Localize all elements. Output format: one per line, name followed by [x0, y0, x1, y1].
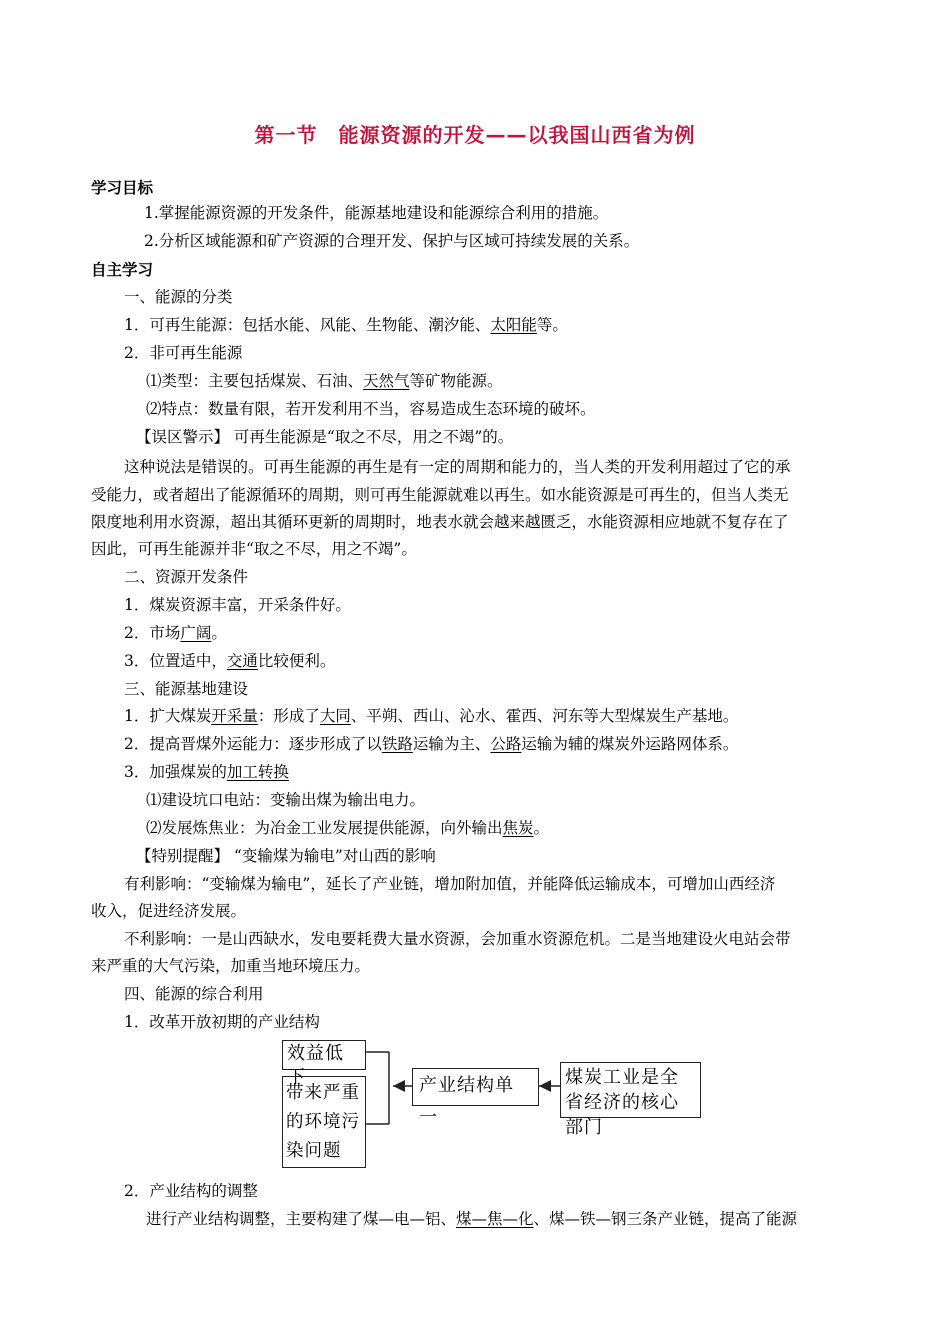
page-title: 第一节 能源资源的开发——以我国山西省为例	[254, 123, 696, 147]
text: 2．提高晋煤外运能力：逐步形成了以	[124, 735, 382, 753]
objective-1: 1.掌握能源资源的开发条件，能源基地建设和能源综合利用的措施。	[144, 204, 609, 222]
part1-heading: 一、能源的分类	[124, 288, 233, 306]
underlined-answer: 广阔	[180, 624, 212, 642]
part4-item2: 2．产业结构的调整	[124, 1182, 258, 1200]
part3-item2	[124, 733, 738, 755]
part2-item2	[124, 622, 227, 644]
objectives-heading: 学习目标	[91, 179, 154, 197]
negative-impact-2: 来严重的大气污染，加重当地环境压力。	[91, 957, 371, 975]
text: 3．加强煤炭的	[124, 763, 227, 781]
text: 运输为主、	[412, 735, 491, 753]
underlined-answer: 交通	[226, 652, 258, 670]
underlined-answer: 公路	[490, 735, 522, 753]
part1-item2b: ⑵特点：数量有限，若开发利用不当，容易造成生态环境的破坏。	[146, 400, 596, 418]
text: 、煤—铁—钢三条产业链，提高了能源	[533, 1210, 798, 1228]
text: 进行产业结构调整，主要构建了煤—电—铝、	[146, 1210, 457, 1228]
text: 2．市场	[124, 624, 181, 642]
objective-2: 2.分析区域能源和矿产资源的合理开发、保护与区域可持续发展的关系。	[144, 232, 640, 250]
box-coal-core: 煤炭工业是全省经济的核心部门	[560, 1062, 701, 1118]
text: 3．位置适中，	[124, 652, 227, 670]
warning-para-1: 这种说法是错误的。可再生能源的再生是有一定的周期和能力的，当人类的开发利用超过了它的承	[124, 458, 791, 476]
text: 等。	[536, 316, 568, 334]
text: ⑴类型：主要包括煤炭、石油、	[146, 372, 364, 390]
text: 1．扩大煤炭	[124, 707, 212, 725]
part2-heading: 二、资源开发条件	[124, 568, 249, 586]
box-pollution: 带来严重的环境污染问题	[282, 1076, 366, 1168]
text: 、平朔、西山、沁水、霍西、河东等大型煤炭生产基地。	[350, 707, 739, 725]
text: 。	[533, 819, 550, 837]
special-tip: 【特别提醒】 “变输煤为输电”对山西的影响	[136, 847, 436, 865]
part3-item3	[124, 761, 289, 783]
part1-item1	[124, 314, 568, 336]
part1-item2a	[146, 370, 503, 392]
underlined-answer: 太阳能	[490, 316, 537, 334]
warning-para-2: 受能力，或者超出了能源循环的周期，则可再生能源就难以再生。如水能资源是可再生的，但当人类无	[91, 486, 789, 504]
part3-item1	[124, 705, 738, 727]
part3-heading: 三、能源基地建设	[124, 680, 249, 698]
underlined-answer: 大同	[319, 707, 351, 725]
negative-impact-1: 不利影响：一是山西缺水，发电要耗费大量水资源，会加重水资源危机。二是当地建设火电站会带	[124, 930, 791, 948]
part2-item3	[124, 650, 335, 672]
warning-note: 【误区警示】 可再生能源是“取之不尽，用之不竭”的。	[136, 428, 514, 446]
text: ：形成了	[257, 707, 320, 725]
text: 等矿物能源。	[409, 372, 503, 390]
positive-impact-2: 收入，促进经济发展。	[91, 902, 247, 920]
box-low-benefit: 效益低下	[282, 1040, 366, 1070]
text: 运输为辅的煤炭外运路网体系。	[521, 735, 739, 753]
self-study-heading: 自主学习	[91, 261, 154, 279]
text: ⑵发展炼焦业：为冶金工业发展提供能源，向外输出	[146, 819, 503, 837]
underlined-answer: 天然气	[363, 372, 410, 390]
underlined-answer: 加工转换	[226, 763, 289, 781]
box-single-structure: 产业结构单一	[412, 1068, 539, 1106]
part4-item1: 1．改革开放初期的产业结构	[124, 1013, 320, 1031]
underlined-answer: 煤—焦—化	[456, 1210, 534, 1228]
underlined-answer: 铁路	[381, 735, 413, 753]
text: 比较便利。	[257, 652, 336, 670]
positive-impact-1: 有利影响：“变输煤为输电”，延长了产业链，增加附加值，并能降低运输成本，可增加山西经济	[124, 875, 776, 893]
part1-item2: 2．非可再生能源	[124, 344, 243, 362]
part4-para	[146, 1208, 797, 1230]
part2-item1: 1．煤炭资源丰富，开采条件好。	[124, 596, 351, 614]
part4-heading: 四、能源的综合利用	[124, 985, 264, 1003]
warning-para-3: 限度地利用水资源，超出其循环更新的周期时，地表水就会越来越匮乏，水能资源相应地就不复存在了	[91, 513, 789, 531]
underlined-answer: 焦炭	[502, 819, 534, 837]
part3-item3a: ⑴建设坑口电站：变输出煤为输出电力。	[146, 791, 426, 809]
text: 。	[211, 624, 227, 642]
warning-para-4: 因此，可再生能源并非“取之不尽，用之不竭”。	[91, 540, 417, 558]
part3-item3b	[146, 817, 549, 839]
underlined-answer: 开采量	[211, 707, 258, 725]
text: 1．可再生能源：包括水能、风能、生物能、潮汐能、	[124, 316, 491, 334]
